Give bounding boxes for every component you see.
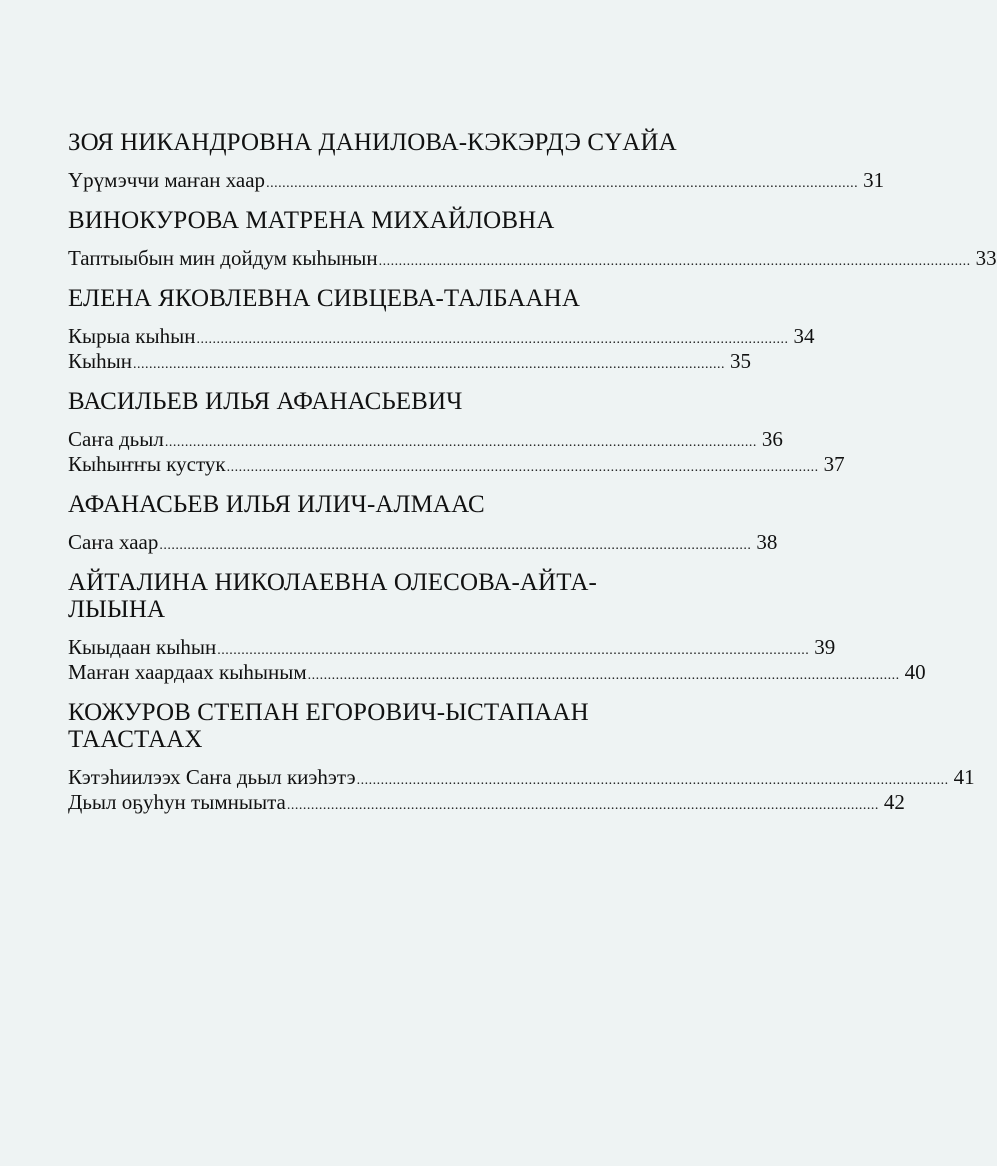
entry-title: Кыһыҥҥы кустук	[68, 452, 226, 476]
page-number: 39	[814, 635, 836, 659]
toc-section	[68, 207, 997, 271]
author-heading: АФАНАСЬЕВ ИЛЬЯ ИЛИЧ-АЛМААС	[68, 491, 485, 518]
page-number: 31	[863, 168, 885, 192]
toc-entry[interactable]	[68, 349, 751, 374]
toc-entry[interactable]	[68, 246, 997, 271]
entry-list	[68, 168, 885, 193]
entry-title: Үрүмэччи маҥан хаар	[68, 168, 266, 192]
dot-leader: ....................................................................................................................................................	[286, 798, 879, 813]
table-of-contents	[68, 129, 997, 815]
dot-leader: ....................................................................................................................................................	[132, 357, 725, 372]
author-heading: АЙТАЛИНА НИКОЛАЕВНА ОЛЕСОВА-АЙТА-ЛЫЫНА	[68, 569, 597, 623]
entry-title: Кэтэһиилээх Саҥа дьыл киэһэтэ	[68, 765, 356, 789]
toc-section	[68, 699, 975, 815]
entry-list	[68, 246, 997, 271]
page-number: 38	[756, 530, 778, 554]
dot-leader: ....................................................................................................................................................	[226, 460, 819, 475]
author-heading: ВАСИЛЬЕВ ИЛЬЯ АФАНАСЬЕВИЧ	[68, 388, 463, 415]
toc-entry[interactable]	[68, 790, 905, 815]
author-heading: ЕЛЕНА ЯКОВЛЕВНА СИВЦЕВА-ТАЛБААНА	[68, 285, 580, 312]
entry-title: Таптыыбын мин дойдум кыһынын	[68, 246, 378, 270]
dot-leader: ....................................................................................................................................................	[378, 254, 971, 269]
entry-list	[68, 635, 926, 685]
toc-entry[interactable]	[68, 452, 845, 477]
toc-section	[68, 569, 926, 685]
toc-entry[interactable]	[68, 635, 836, 660]
entry-title: Кыһын	[68, 349, 132, 373]
page-number: 33	[975, 246, 997, 270]
author-heading: ЗОЯ НИКАНДРОВНА ДАНИЛОВА-КЭКЭРДЭ СҮАЙА	[68, 129, 677, 156]
entry-title: Саҥа дьыл	[68, 427, 164, 451]
toc-section	[68, 388, 845, 477]
page-number: 42	[883, 790, 905, 814]
dot-leader: ....................................................................................................................................................	[307, 668, 900, 683]
entry-list	[68, 530, 778, 555]
entry-title: Саҥа хаар	[68, 530, 159, 554]
page-number: 34	[793, 324, 815, 348]
toc-entry[interactable]	[68, 660, 926, 685]
page-number: 35	[729, 349, 751, 373]
dot-leader: ....................................................................................................................................................	[217, 643, 810, 658]
page-number: 37	[823, 452, 845, 476]
toc-entry[interactable]	[68, 765, 975, 790]
entry-list	[68, 765, 975, 815]
toc-section	[68, 491, 778, 555]
toc-entry[interactable]	[68, 530, 778, 555]
entry-title: Дьыл оҕуһун тымныыта	[68, 790, 286, 814]
dot-leader: ....................................................................................................................................................	[196, 332, 789, 347]
toc-entry[interactable]	[68, 427, 783, 452]
entry-list	[68, 427, 845, 477]
page-number: 40	[904, 660, 926, 684]
toc-entry[interactable]	[68, 324, 815, 349]
entry-title: Кыыдаан кыһын	[68, 635, 217, 659]
dot-leader: ....................................................................................................................................................	[266, 176, 859, 191]
toc-section	[68, 285, 815, 374]
toc-entry[interactable]	[68, 168, 885, 193]
entry-title: Кырыа кыһын	[68, 324, 196, 348]
dot-leader: ....................................................................................................................................................	[164, 435, 757, 450]
page-number: 36	[761, 427, 783, 451]
author-heading: ВИНОКУРОВА МАТРЕНА МИХАЙЛОВНА	[68, 207, 555, 234]
author-heading: КОЖУРОВ СТЕПАН ЕГОРОВИЧ-ЫСТАПААН ТААСТААХ	[68, 699, 589, 753]
toc-section	[68, 129, 885, 193]
dot-leader: ....................................................................................................................................................	[159, 538, 752, 553]
entry-list	[68, 324, 815, 374]
page-number: 41	[953, 765, 975, 789]
entry-title: Маҥан хаардаах кыһыным	[68, 660, 307, 684]
dot-leader: ....................................................................................................................................................	[356, 773, 949, 788]
